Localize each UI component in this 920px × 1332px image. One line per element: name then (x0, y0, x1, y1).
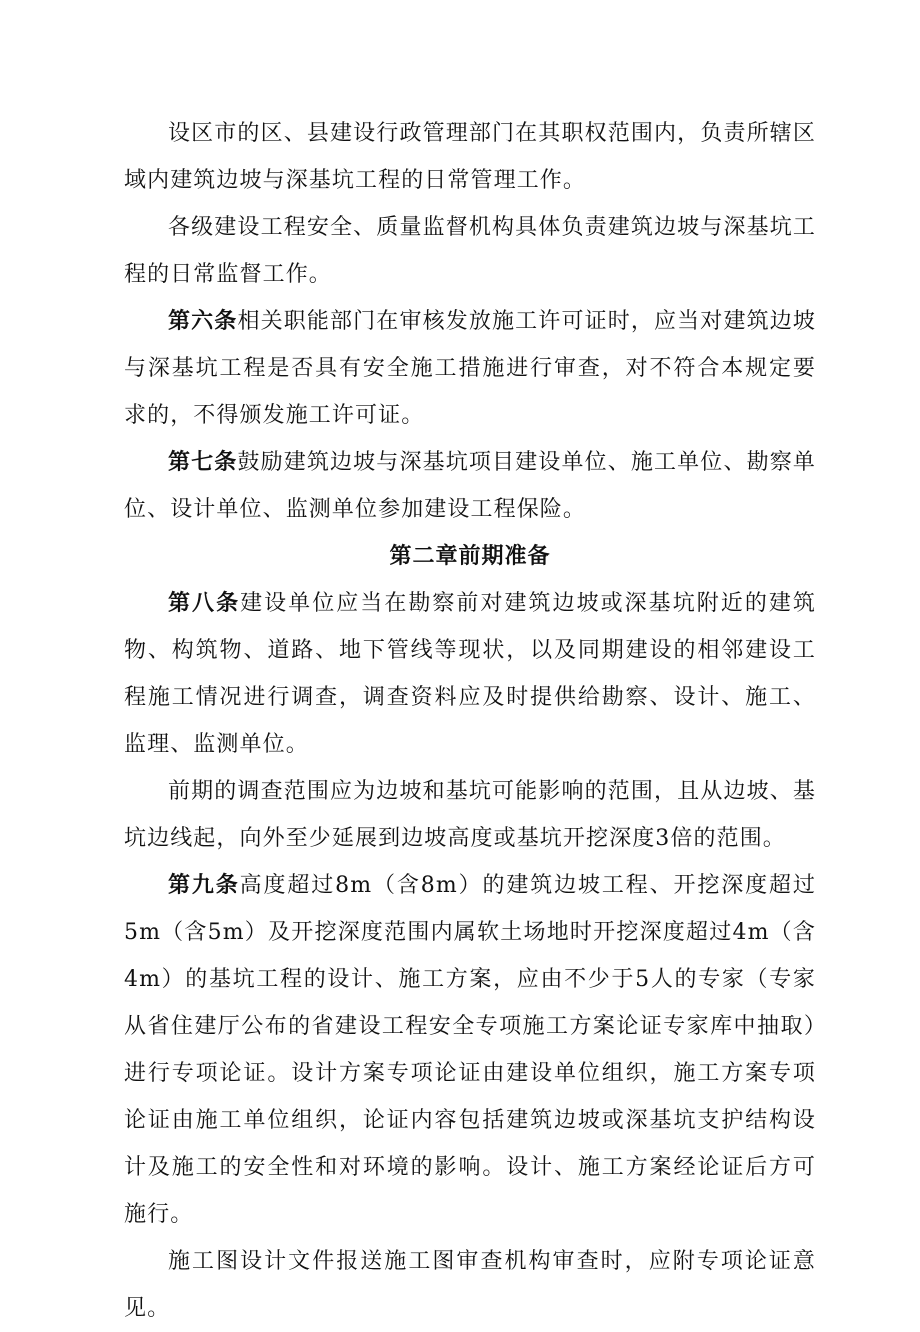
document-page (124, 110, 816, 1332)
article-number: 第八条 (168, 591, 241, 616)
article-text: 相关职能部门在审核发放施工许可证时，应当对建筑边坡与深基坑工程是否具有安全施工措施进行审查，对不符合本规定要求的，不得颁发施工许可证。 (124, 309, 816, 428)
article-8 (124, 580, 816, 768)
paragraph-supervision-agencies (124, 204, 816, 298)
paragraph-review-submission (124, 1238, 816, 1332)
paragraph-text: 设区市的区、县建设行政管理部门在其职权范围内，负责所辖区域内建筑边坡与深基坑工程的日常管理工作。 (124, 121, 816, 193)
paragraph-text: 前期的调查范围应为边坡和基坑可能影响的范围，且从边坡、基坑边线起，向外至少延展到边坡高度或基坑开挖深度3倍的范围。 (124, 779, 816, 851)
article-7 (124, 439, 816, 533)
paragraph-district-management (124, 110, 816, 204)
article-6 (124, 298, 816, 439)
article-text: 鼓励建筑边坡与深基坑项目建设单位、施工单位、勘察单位、设计单位、监测单位参加建设工程保险。 (124, 450, 816, 522)
paragraph-text: 施工图设计文件报送施工图审查机构审查时，应附专项论证意见。 (124, 1249, 816, 1321)
article-number: 第七条 (168, 450, 238, 475)
article-number: 第六条 (168, 309, 238, 334)
article-text: 建设单位应当在勘察前对建筑边坡或深基坑附近的建筑物、构筑物、道路、地下管线等现状，以及同期建设的相邻建设工程施工情况进行调查，调查资料应及时提供给勘察、设计、施工、监理、监测单位。 (124, 591, 816, 757)
paragraph-text: 各级建设工程安全、质量监督机构具体负责建筑边坡与深基坑工程的日常监督工作。 (124, 215, 816, 287)
chapter-title: 第二章前期准备 (389, 544, 551, 569)
article-9 (124, 862, 816, 1238)
paragraph-survey-scope (124, 768, 816, 862)
article-text: 高度超过8m（含8m）的建筑边坡工程、开挖深度超过5m（含5m）及开挖深度范围内属软土场地时开挖深度超过4m（含4m）的基坑工程的设计、施工方案，应由不少于5人的专家（专家从省住建厅公布的省建设工程安全专项施工方案论证专家库中抽取）进行专项论证。设计方案专项论证由建设单位组织，施工方案专项论证由施工单位组织，论证内容包括建筑边坡或深基坑支护结构设计及施工的安全性和对环境的影响。设计、施工方案经论证后方可施行。 (124, 873, 816, 1227)
article-number: 第九条 (168, 873, 240, 898)
